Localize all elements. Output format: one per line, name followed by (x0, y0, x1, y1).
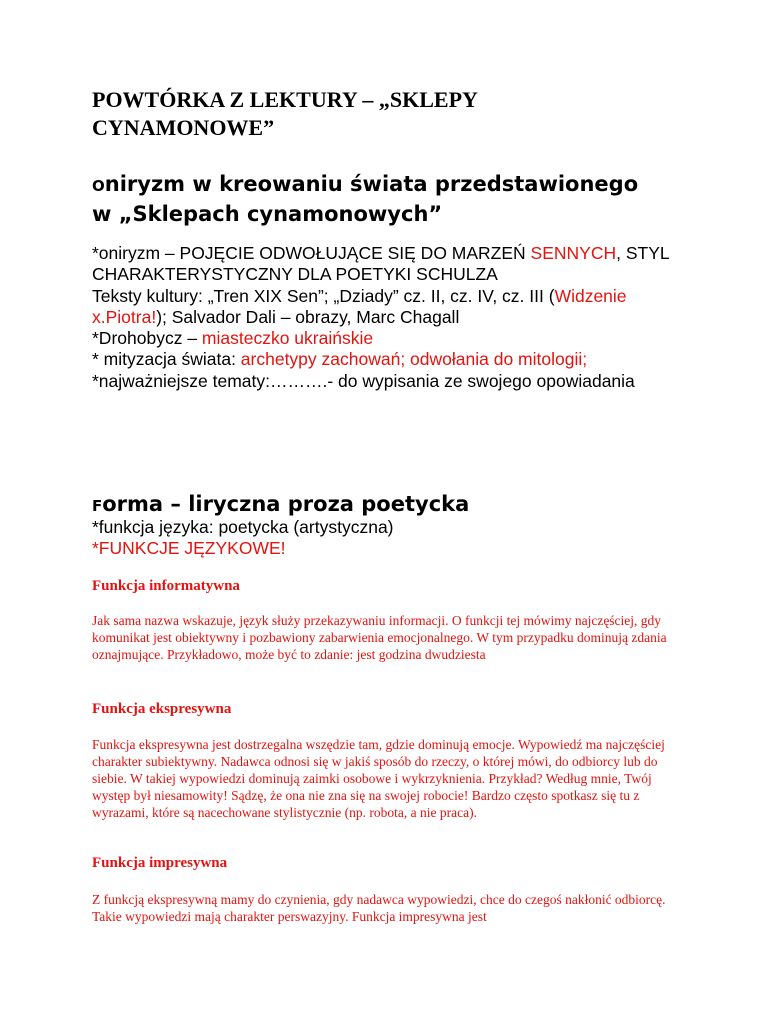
texts-of-culture (92, 286, 672, 329)
heading-oniryzm-line-2: w „Sklepach cynamonowych” (92, 202, 443, 226)
texts-of-culture-text-end: ); Salvador Dali – obrazy, Marc Chagall (156, 306, 460, 327)
document-title (92, 86, 612, 142)
definition-text-end: , STYL CHARAKTERYSTYCZNY DLA POETYKI SCHULZA (92, 243, 669, 285)
mityzacja-highlight: archetypy zachowań; odwołania do mitologii; (240, 349, 588, 370)
definition-highlight: SENNYCH (530, 243, 617, 263)
heading-oniryzm (92, 170, 712, 228)
paragraph-funkcja-impresywna: Z funkcją ekspresywną mamy do czynienia, gdy nadawca wypowiedzi, chce do czegoś nakłonić odbiorcę. Takie wypowiedzi mają charakter perswazyjny. Funkcja impresywna jest (92, 892, 666, 924)
mityzacja-note (92, 349, 672, 370)
heading-oniryzm-cap: O (92, 177, 105, 195)
oniryzm-definition (92, 243, 672, 286)
title-line-2: CYNAMONOWE” (92, 115, 275, 140)
paragraph-funkcja-ekspresywna: Funkcja ekspresywna jest dostrzegalna wszędzie tam, gdzie dominują emocje. Wypowiedź ma najczęściej charakter subiektywny. Nadawca odnosi się w jakiś sposób do rzeczy, o której mówi, do odbiorcy lub do siebie. W takiej wypowiedzi dominują zaimki osobowe i wykrzyknienia. Przykład? Według mnie, Twój występ był niesamowity! Sądzę, że ona nie zna się na swojej robocie! Bardzo często spotkasz się tu z wyrazami, które są nacechowane stylistycznie (np. robota, a nie praca). (92, 737, 665, 820)
drohobycz-highlight: miasteczko ukraińskie (201, 328, 374, 349)
funkcje-jezykowe-note: *FUNKCJE JĘZYKOWE! (92, 538, 286, 559)
heading-forma-text: orma – liryczna proza poetycka (102, 492, 470, 516)
texts-of-culture-text: Teksty kultury: „Tren XIX Sen”; „Dziady” cz. II, cz. IV, cz. III ( (92, 285, 555, 306)
heading-funkcja-informatywna: Funkcja informatywna (92, 578, 240, 594)
definition-text: *oniryzm – POJĘCIE ODWOŁUJĄCE SIĘ DO MARZEŃ (92, 243, 531, 263)
tematy-note: *najważniejsze tematy:……….- do wypisania ze swojego opowiadania (92, 370, 635, 391)
heading-funkcja-impresywna: Funkcja impresywna (92, 855, 228, 871)
oniryzm-notes (92, 243, 672, 392)
paragraph-funkcja-informatywna: Jak sama nazwa wskazuje, język służy przekazywaniu informacji. O funkcji tej mówimy najczęściej, gdy komunikat jest obiektywny i pozbawiony zabarwienia emocjonalnego. W tym przypadku dominują zdania oznajmujące. Przykładowo, może być to zdanie: jest godzina dwudziesta (92, 613, 667, 662)
drohobycz-note (92, 328, 672, 349)
forma-notes (92, 517, 672, 560)
heading-funkcja-ekspresywna: Funkcja ekspresywna (92, 701, 232, 717)
heading-forma-cap: F (92, 497, 103, 515)
heading-forma (92, 490, 712, 520)
texts-of-culture-highlight: Widzenie x.Piotra! (92, 285, 627, 327)
drohobycz-text: *Drohobycz – (92, 328, 202, 349)
mityzacja-text: * mityzacja świata: (92, 349, 241, 370)
title-line-1: POWTÓRKA Z LEKTURY – „SKLEPY (92, 87, 478, 112)
funkcja-jezyka-note: *funkcja języka: poetycka (artystyczna) (92, 517, 394, 537)
heading-oniryzm-line-1: niryzm w kreowaniu świata przedstawionego (104, 172, 639, 196)
